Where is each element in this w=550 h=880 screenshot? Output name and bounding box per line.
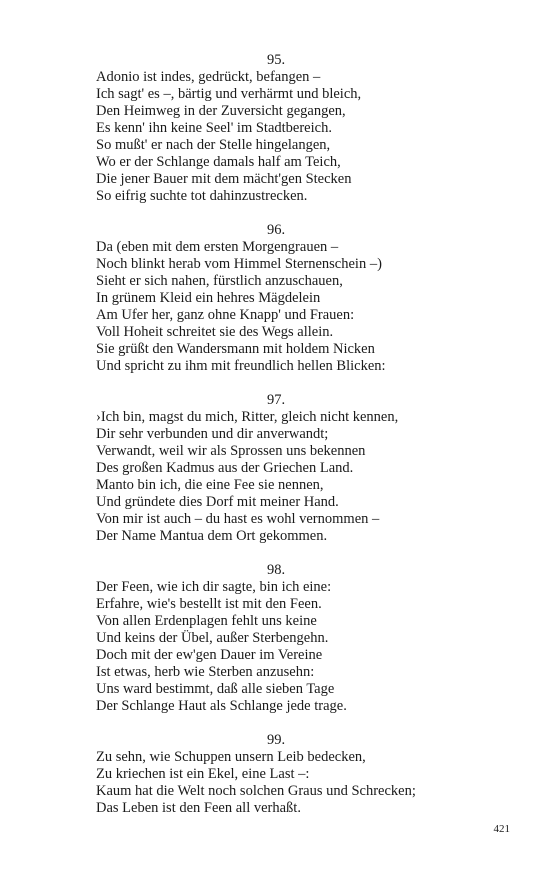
verse-line: Und spricht zu ihm mit freundlich hellen Blicken: (96, 358, 386, 374)
stanza-96 (96, 222, 456, 375)
page-number: 421 (493, 823, 510, 835)
stanza-99 (96, 732, 456, 817)
verse-line: Erfahre, wie's bestellt ist mit den Feen. (96, 596, 322, 612)
verse-line: Dir sehr verbunden und dir anverwandt; (96, 426, 329, 442)
verse-line: Verwandt, weil wir als Sprossen uns bekennen (96, 443, 366, 459)
verse-line: Der Name Mantua dem Ort gekommen. (96, 528, 328, 544)
verse-line: Uns ward bestimmt, daß alle sieben Tage (96, 681, 335, 697)
verse-line: Noch blinkt herab vom Himmel Sternenschein –) (96, 256, 382, 272)
verse-line: Und keins der Übel, außer Sterbengehn. (96, 630, 329, 646)
verse-line: Der Schlange Haut als Schlange jede trage. (96, 698, 347, 714)
verse-line: Es kenn' ihn keine Seel' im Stadtbereich. (96, 120, 332, 136)
verse-line: Da (eben mit dem ersten Morgengrauen – (96, 239, 339, 255)
stanza-number: 98. (266, 562, 286, 578)
stanza-97 (96, 392, 456, 545)
verse-line: ›Ich bin, magst du mich, Ritter, gleich nicht kennen, (96, 409, 399, 425)
stanza-number: 96. (266, 222, 286, 238)
verse-line: Voll Hoheit schreitet sie des Wegs allein. (96, 324, 334, 340)
verse-line: Zu kriechen ist ein Ekel, eine Last –: (96, 766, 310, 782)
verse-line: Manto bin ich, die eine Fee sie nennen, (96, 477, 324, 493)
verse-line: Von mir ist auch – du hast es wohl vernommen – (96, 511, 380, 527)
verse-line: Die jener Bauer mit dem mächt'gen Stecken (96, 171, 352, 187)
stanza-number: 97. (266, 392, 286, 408)
verse-line: Ist etwas, herb wie Sterben anzusehn: (96, 664, 315, 680)
verse-line: Adonio ist indes, gedrückt, befangen – (96, 69, 321, 85)
verse-line: Das Leben ist den Feen all verhaßt. (96, 800, 301, 816)
verse-line: In grünem Kleid ein hehres Mägdelein (96, 290, 321, 306)
verse-line: So eifrig suchte tot dahinzustrecken. (96, 188, 308, 204)
verse-line: Kaum hat die Welt noch solchen Graus und Schrecken; (96, 783, 416, 799)
verse-line: Wo er der Schlange damals half am Teich, (96, 154, 341, 170)
verse-line: Ich sagt' es –, bärtig und verhärmt und bleich, (96, 86, 362, 102)
stanza-98 (96, 562, 456, 715)
verse-line: Sieht er sich nahen, fürstlich anzuschauen, (96, 273, 343, 289)
verse-line: Des großen Kadmus aus der Griechen Land. (96, 460, 354, 476)
verse-line: Doch mit der ew'gen Dauer im Vereine (96, 647, 323, 663)
poem-page (96, 52, 456, 834)
verse-line: Und gründete dies Dorf mit meiner Hand. (96, 494, 339, 510)
verse-line: Der Feen, wie ich dir sagte, bin ich eine: (96, 579, 332, 595)
stanza-number: 99. (266, 732, 286, 748)
verse-line: Zu sehn, wie Schuppen unsern Leib bedecken, (96, 749, 366, 765)
verse-line: So mußt' er nach der Stelle hingelangen, (96, 137, 331, 153)
verse-line: Von allen Erdenplagen fehlt uns keine (96, 613, 317, 629)
verse-line: Sie grüßt den Wandersmann mit holdem Nicken (96, 341, 375, 357)
stanza-number: 95. (266, 52, 286, 68)
stanza-95 (96, 52, 456, 205)
verse-line: Den Heimweg in der Zuversicht gegangen, (96, 103, 346, 119)
verse-line: Am Ufer her, ganz ohne Knapp' und Frauen: (96, 307, 355, 323)
